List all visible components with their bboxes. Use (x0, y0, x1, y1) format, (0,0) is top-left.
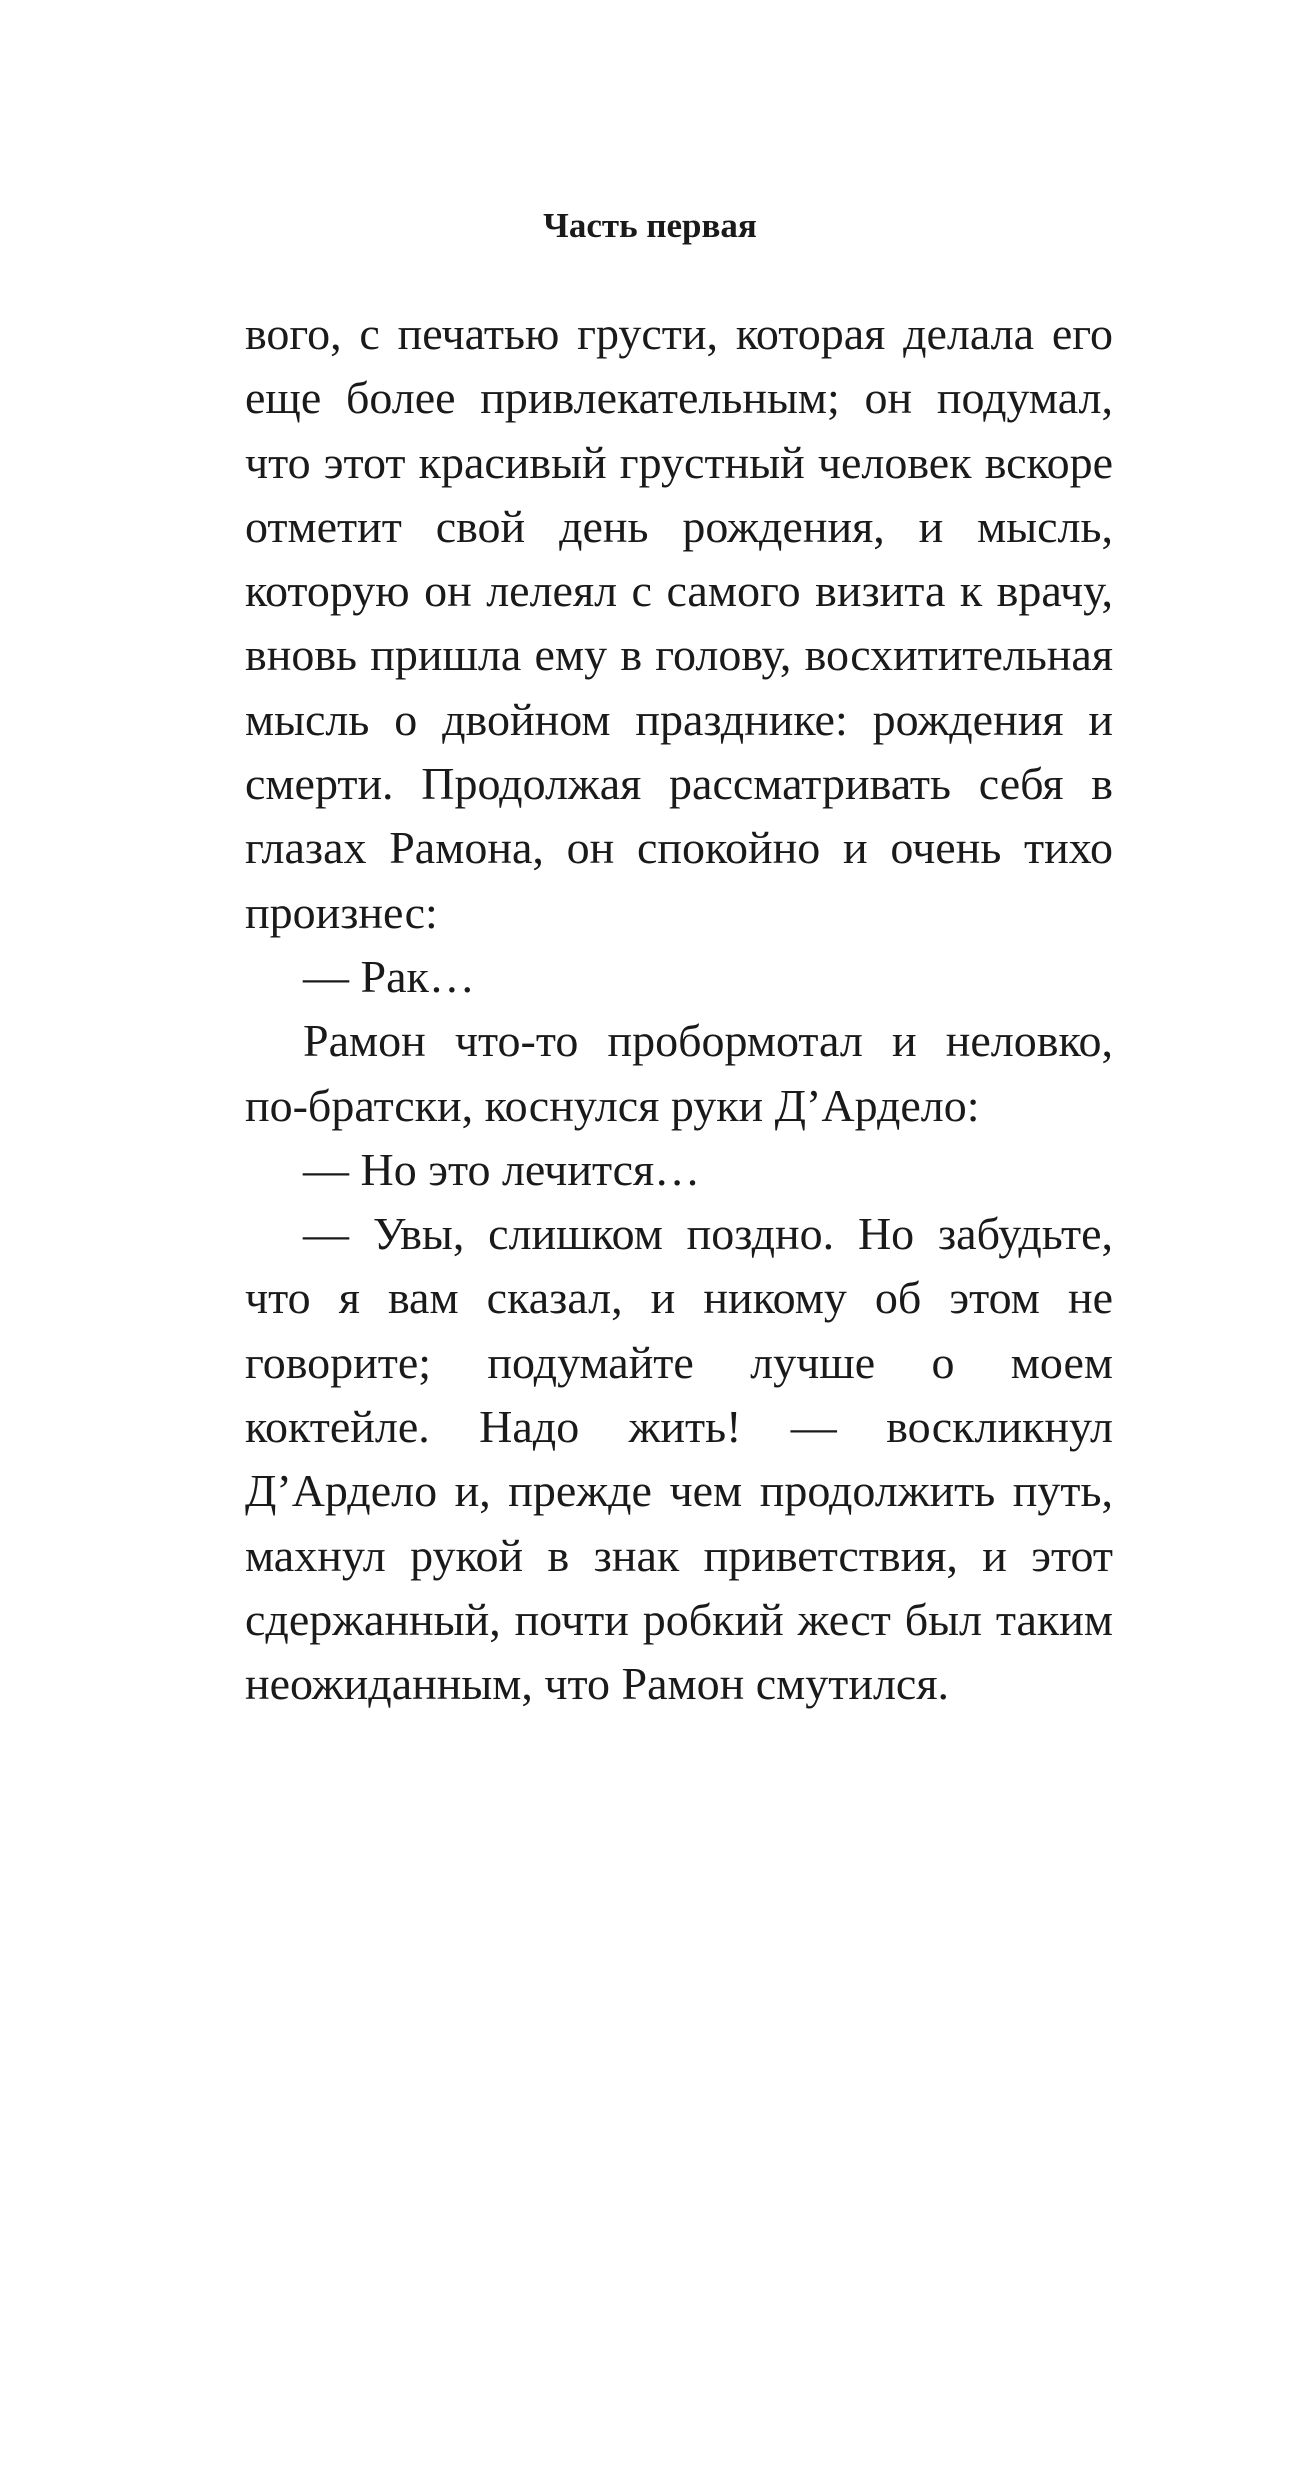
paragraph-2-dialogue: — Рак… (303, 950, 475, 1002)
paragraph-1: вого, с печатью грусти, которая делала его еще более привлекательным; он подумал, что этот красивый грустный человек вскоре отметит свой день рождения, и мысль, которую он лелеял с самого визита к врачу, вновь пришла ему в голову, восхитительная мысль о двойном празднике: рождения и смерти. Продолжая рассматривать себя в глазах Рамона, он спокойно и очень тихо произнес: (245, 308, 1113, 938)
paragraph-3: Рамон что-то пробормотал и неловко, по-братски, коснулся руки Д’Ардело: (245, 1015, 1113, 1131)
paragraph-5-dialogue: — Увы, слишком поздно. Но забудьте, что я вам сказал, и никому об этом не говорите; подумайте лучше о моем коктейле. Надо жить! — воскликнул Д’Ардело и, прежде чем продолжить путь, махнул рукой в знак приветствия, и этот сдержанный, почти робкий жест был таким неожиданным, что Рамон смутился. (245, 1208, 1113, 1710)
running-head: Часть первая (543, 206, 757, 245)
paragraph-4-dialogue: — Но это лечится… (303, 1143, 701, 1195)
body-text (245, 302, 1113, 1717)
